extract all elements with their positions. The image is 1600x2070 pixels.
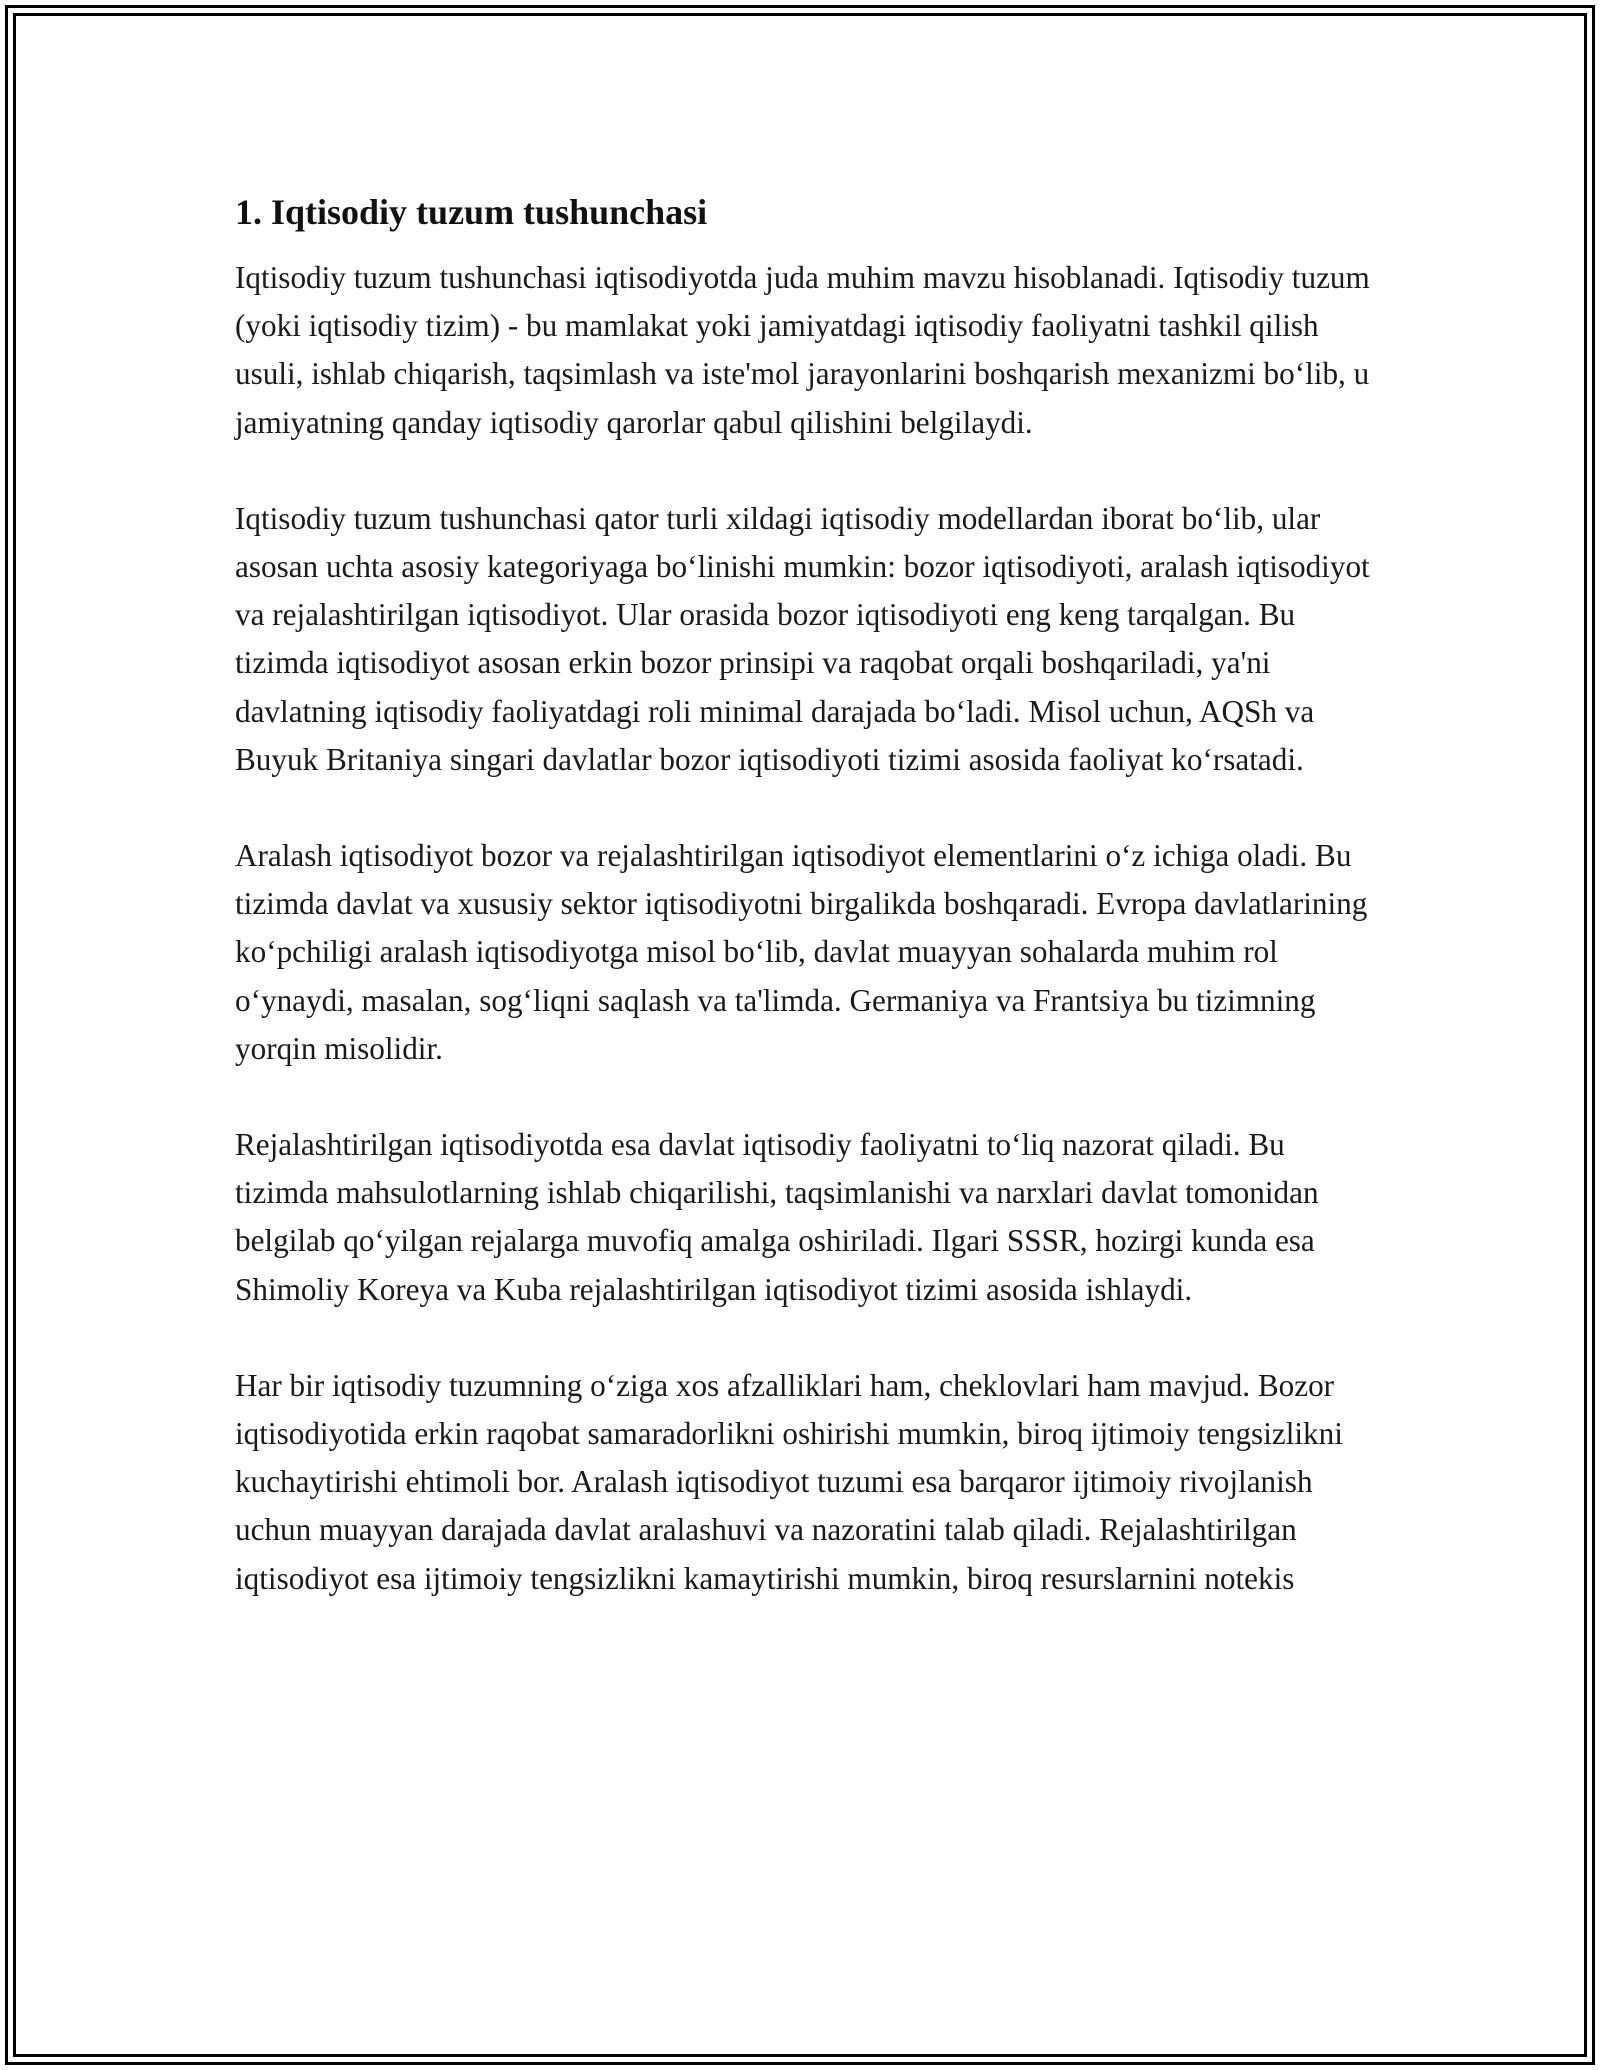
paragraph-4: Rejalashtirilgan iqtisodiyotda esa davlat iqtisodiy faoliyatni to‘liq nazorat qiladi. Bu tizimda mahsulotlarning ishlab chiqarilishi, taqsimlanishi va narxlari davlat tomonidan belgilab qo‘yilgan rejalarga muvofiq amalga oshiriladi. Ilgari SSSR, hozirgi kunda esa Shimoliy Koreya va Kuba rejalashtirilgan iqtisodiyot tizimi asosida ishlaydi. [235, 1127, 1319, 1307]
section-heading: 1. Iqtisodiy tuzum tushunchasi [235, 192, 708, 232]
paragraph-5: Har bir iqtisodiy tuzumning o‘ziga xos afzalliklari ham, cheklovlari ham mavjud. Bozor iqtisodiyotida erkin raqobat samaradorlikni oshirishi mumkin, biroq ijtimoiy tengsizlikni kuchaytirishi ehtimoli bor. Aralash iqtisodiyot tuzumi esa barqaror ijtimoiy rivojlanish uchun muayyan darajada davlat aralashuvi va nazoratini talab qiladi. Rejalashtirilgan iqtisodiyot esa ijtimoiy tengsizlikni kamaytirishi mumkin, biroq resurslarnini notekis [235, 1367, 1343, 1596]
paragraph-3: Aralash iqtisodiyot bozor va rejalashtirilgan iqtisodiyot elementlarini o‘z ichiga oladi. Bu tizimda davlat va xususiy sektor iqtisodiyotni birgalikda boshqaradi. Evropa davlatlarining ko‘pchiligi aralash iqtisodiyotga misol bo‘lib, davlat muayyan sohalarda muhim rol o‘ynaydi, masalan, sog‘liqni saqlash va ta'limda. Germaniya va Frantsiya bu tizimning yorqin misolidir. [235, 838, 1368, 1066]
paragraph-1: Iqtisodiy tuzum tushunchasi iqtisodiyotda juda muhim mavzu hisoblanadi. Iqtisodiy tuzum (yoki iqtisodiy tizim) - bu mamlakat yoki jamiyatdagi iqtisodiy faoliyatni tashkil qilish usuli, ishlab chiqarish, taqsimlash va iste'mol jarayonlarini boshqarish mexanizmi bo‘lib, u jamiyatning qanday iqtisodiy qarorlar qabul qilishini belgilaydi. [235, 260, 1370, 440]
paragraph-2: Iqtisodiy tuzum tushunchasi qator turli xildagi iqtisodiy modellardan iborat bo‘lib, ular asosan uchta asosiy kategoriyaga bo‘linishi mumkin: bozor iqtisodiyoti, aralash iqtisodiyot va rejalashtirilgan iqtisodiyot. Ular orasida bozor iqtisodiyoti eng keng tarqalgan. Bu tizimda iqtisodiyot asosan erkin bozor prinsipi va raqobat orqali boshqariladi, ya'ni davlatning iqtisodiy faoliyatdagi roli minimal darajada bo‘ladi. Misol uchun, AQSh va Buyuk Britaniya singari davlatlar bozor iqtisodiyoti tizimi asosida faoliyat ko‘rsatadi. [235, 500, 1370, 777]
document-body [235, 186, 1370, 1651]
